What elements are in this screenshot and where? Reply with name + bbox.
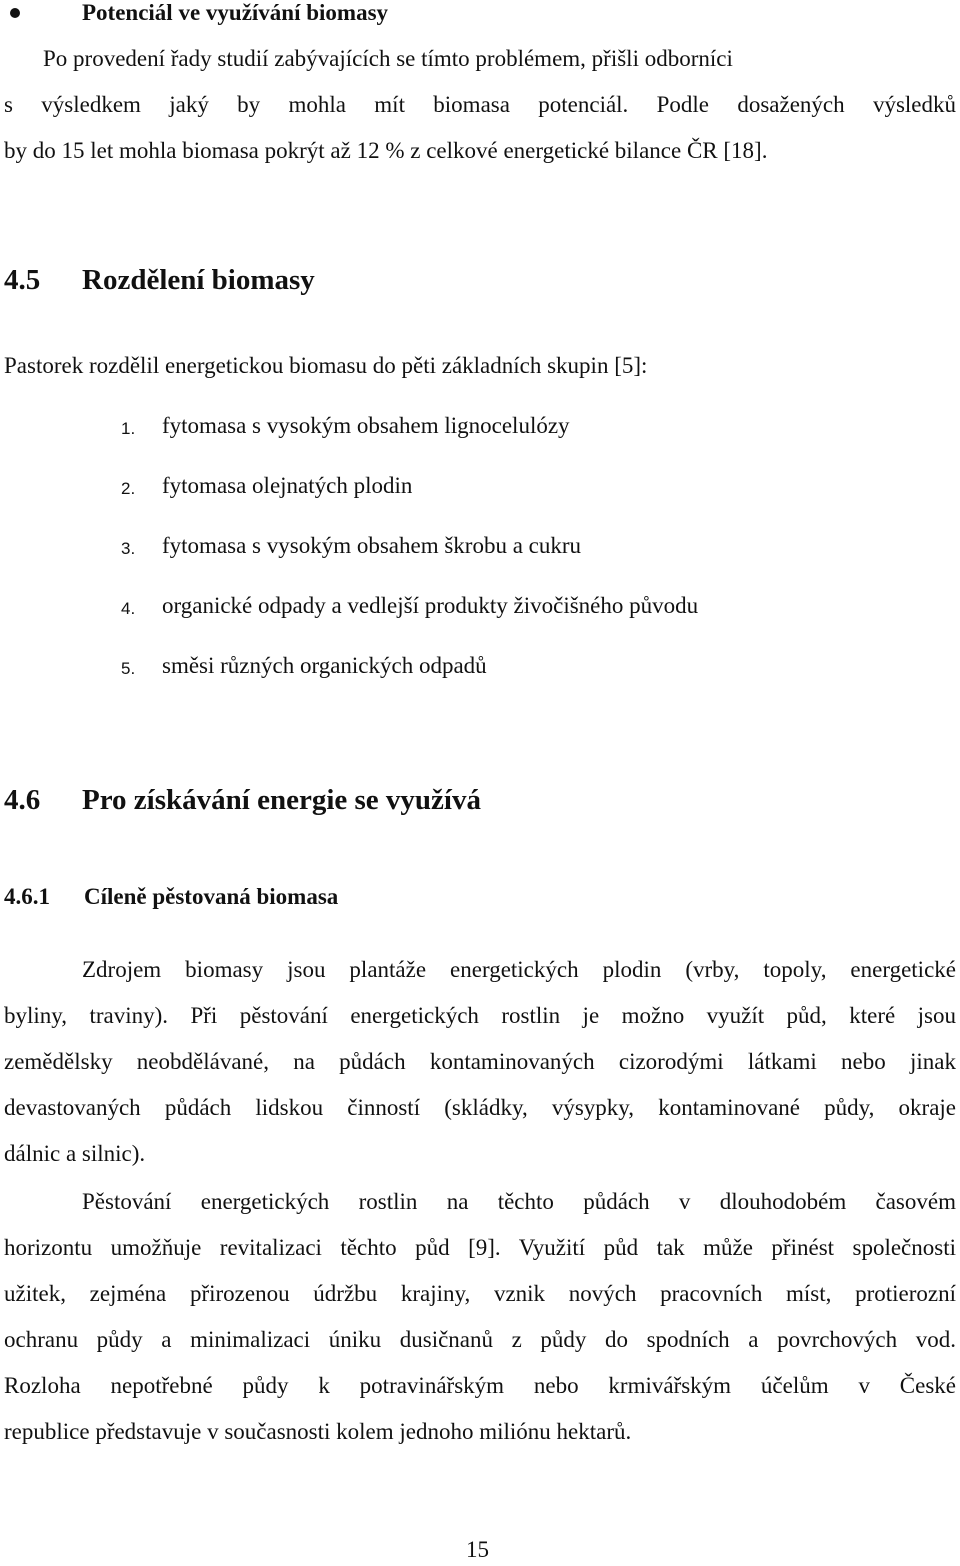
list-number: 3. — [121, 539, 136, 558]
list-item — [0, 410, 960, 444]
list-item — [0, 530, 960, 564]
para2-line-6: republice představuje v současnosti kolem jednoho miliónu hektarů. — [4, 1419, 632, 1444]
list-item — [0, 590, 960, 624]
para1-line-2: byliny, traviny). Při pěstování energetických rostlin je možno využít půd, které jsou — [4, 1003, 956, 1028]
list-number: 4. — [121, 599, 136, 618]
list-text: organické odpady a vedlejší produkty živočišného původu — [162, 593, 699, 618]
bullet-icon — [10, 8, 20, 18]
page-number: 15 — [466, 1537, 489, 1562]
intro-line-2: s výsledkem jaký by mohla mít biomasa potenciál. Podle dosažených výsledků — [4, 92, 956, 117]
section-number-4-6-1: 4.6.1 — [4, 884, 50, 909]
list-number: 5. — [121, 659, 136, 678]
section-number-4-5: 4.5 — [4, 264, 41, 296]
list-text: fytomasa olejnatých plodin — [162, 473, 413, 498]
para1-line-5: dálnic a silnic). — [4, 1141, 146, 1166]
para2-line-5: Rozloha nepotřebné půdy k potravinářským nebo krmivářským účelům v České — [4, 1373, 956, 1398]
section-title-4-6-1: Cíleně pěstovaná biomasa — [84, 884, 339, 909]
section-number-4-6: 4.6 — [4, 784, 41, 816]
para2-line-3: užitek, zejména přirozenou údržbu krajiny, vznik nových pracovních míst, protierozní — [4, 1281, 956, 1306]
bullet-heading: Potenciál ve využívání biomasy — [82, 0, 389, 25]
para2-line-4: ochranu půdy a minimalizaci úniku dusičnanů z půdy do spodních a povrchových vod. — [4, 1327, 956, 1352]
list-text: směsi různých organických odpadů — [162, 653, 487, 678]
list-number: 1. — [121, 419, 136, 438]
section-title-4-6: Pro získávání energie se využívá — [82, 784, 481, 816]
section-title-4-5: Rozdělení biomasy — [82, 264, 315, 296]
para2-line-1: Pěstování energetických rostlin na těchto půdách v dlouhodobém časovém — [82, 1189, 956, 1214]
list-number: 2. — [121, 479, 136, 498]
para1-line-4: devastovaných půdách lidskou činností (skládky, výsypky, kontaminované půdy, okraje — [4, 1095, 956, 1120]
list-item — [0, 650, 960, 684]
list-text: fytomasa s vysokým obsahem lignocelulózy — [162, 413, 570, 438]
list-text: fytomasa s vysokým obsahem škrobu a cukru — [162, 533, 582, 558]
intro-line-3: by do 15 let mohla biomasa pokrýt až 12 % z celkové energetické bilance ČR [18]. — [4, 138, 768, 163]
para1-line-3: zemědělsky neobdělávané, na půdách kontaminovaných cizorodými látkami nebo jinak — [4, 1049, 956, 1074]
intro-line-1: Po provedení řady studií zabývajících se tímto problémem, přišli odborníci — [43, 46, 733, 71]
para1-line-1: Zdrojem biomasy jsou plantáže energetických plodin (vrby, topoly, energetické — [82, 957, 956, 982]
bullet-section — [0, 0, 960, 30]
list-item — [0, 470, 960, 504]
pastorek-intro: Pastorek rozdělil energetickou biomasu do pěti základních skupin [5]: — [4, 353, 648, 378]
para2-line-2: horizontu umožňuje revitalizaci těchto půd [9]. Využití půd tak může přinést společnosti — [4, 1235, 956, 1260]
